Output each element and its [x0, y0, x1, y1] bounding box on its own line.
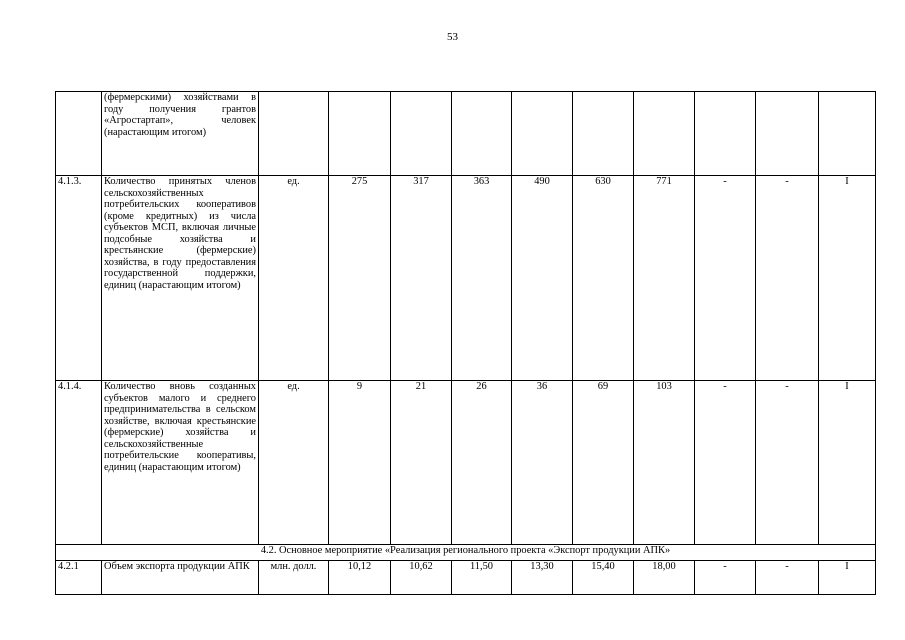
- indicator-description: (фермерскими) хозяйствами в году получения грантов «Агростартап», человек (нарастающим итогом): [102, 92, 259, 176]
- value-cell: [452, 92, 512, 176]
- unit-cell: ед.: [259, 176, 329, 381]
- value-cell: [756, 92, 819, 176]
- note-cell: I: [819, 176, 876, 381]
- value-cell: 13,30: [512, 561, 573, 595]
- value-cell: 363: [452, 176, 512, 381]
- row-number: 4.2.1: [56, 561, 102, 595]
- value-cell: [695, 92, 756, 176]
- value-cell: 9: [329, 381, 391, 545]
- table-row: [56, 381, 876, 545]
- value-cell: [391, 92, 452, 176]
- value-cell: -: [756, 561, 819, 595]
- value-cell: [512, 92, 573, 176]
- value-cell: 317: [391, 176, 452, 381]
- indicator-description: Объем экспорта продукции АПК: [102, 561, 259, 595]
- value-cell: 771: [634, 176, 695, 381]
- value-cell: 69: [573, 381, 634, 545]
- value-cell: 10,12: [329, 561, 391, 595]
- value-cell: 490: [512, 176, 573, 381]
- row-number: [56, 92, 102, 176]
- value-cell: -: [756, 381, 819, 545]
- page-number: 53: [447, 31, 458, 43]
- value-cell: 21: [391, 381, 452, 545]
- section-title: 4.2. Основное мероприятие «Реализация регионального проекта «Экспорт продукции АПК»: [56, 545, 876, 561]
- value-cell: 11,50: [452, 561, 512, 595]
- value-cell: 275: [329, 176, 391, 381]
- value-cell: -: [695, 381, 756, 545]
- unit-cell: ед.: [259, 381, 329, 545]
- note-cell: [819, 92, 876, 176]
- note-cell: I: [819, 381, 876, 545]
- indicator-description: Количество вновь созданных субъектов малого и среднего предпринимательства в сельском хозяйстве, включая крестьянские (фермерские) хозяйства и сельскохозяйственные потребительские кооперативы, единиц (нарастающим итогом): [102, 381, 259, 545]
- value-cell: [634, 92, 695, 176]
- value-cell: -: [756, 176, 819, 381]
- value-cell: -: [695, 561, 756, 595]
- value-cell: 10,62: [391, 561, 452, 595]
- row-number: 4.1.3.: [56, 176, 102, 381]
- value-cell: [329, 92, 391, 176]
- table-row: [56, 92, 876, 176]
- unit-cell: млн. долл.: [259, 561, 329, 595]
- value-cell: 103: [634, 381, 695, 545]
- section-header-row: [56, 545, 876, 561]
- indicator-table: [55, 91, 876, 595]
- value-cell: [573, 92, 634, 176]
- unit-cell: [259, 92, 329, 176]
- value-cell: 630: [573, 176, 634, 381]
- value-cell: 26: [452, 381, 512, 545]
- value-cell: 36: [512, 381, 573, 545]
- value-cell: 15,40: [573, 561, 634, 595]
- table-row: [56, 561, 876, 595]
- row-number: 4.1.4.: [56, 381, 102, 545]
- value-cell: 18,00: [634, 561, 695, 595]
- table-row: [56, 176, 876, 381]
- indicator-description: Количество принятых членов сельскохозяйственных потребительских кооперативов (кроме кредитных) из числа субъектов МСП, включая личные подсобные хозяйства и крестьянские (фермерские) хозяйства, в году предоставления государственной поддержки, единиц (нарастающим итогом): [102, 176, 259, 381]
- value-cell: -: [695, 176, 756, 381]
- note-cell: I: [819, 561, 876, 595]
